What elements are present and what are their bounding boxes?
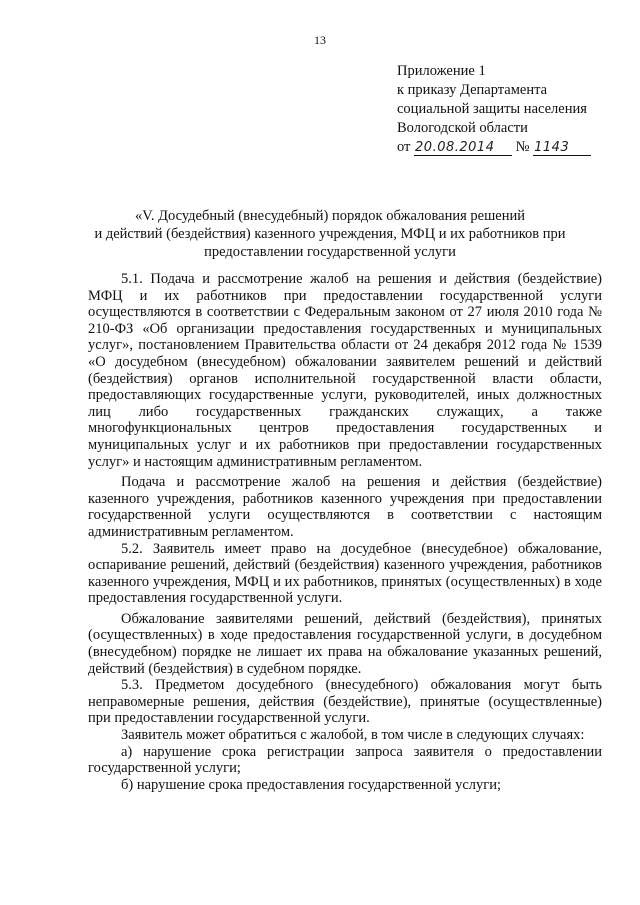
section-title-line-3: предоставлении государственной услуги bbox=[204, 244, 456, 260]
paragraph-5-1: 5.1. Подача и рассмотрение жалоб на решения и действия (бездействие) МФЦ и их работников при предоставлении государственной услуги осуществляются в соответствии с Федеральным законом от 27 июля 2010 года № 210-ФЗ «Об организации предоставления государственных и муниципальных услуг», постановлением Правительства области от 24 декабря 2012 года № 1539 «О досудебном (внесудебном) обжаловании заявителем решений и действий (бездействия) органов исполнительной государственной власти области, предоставляющих государственные услуги, руководителей, иных должностных лиц либо государственных гражданских служащих, а также многофункциональных центров предоставления государственных и муниципальных услуг и их работников при предоставлении государственных услуг» и настоящим административным регламентом. bbox=[88, 271, 602, 470]
section-title-line-2: и действий (бездействия) казенного учреждения, МФЦ и их работников при bbox=[94, 226, 566, 242]
section-title bbox=[70, 207, 590, 261]
appendix-line-3: социальной защиты населения bbox=[397, 101, 587, 117]
page-number: 13 bbox=[314, 33, 326, 47]
section-title-line-1: «V. Досудебный (внесудебный) порядок обжалования решений bbox=[134, 208, 525, 224]
list-item-b: б) нарушение срока предоставления государственной услуги; bbox=[121, 776, 501, 793]
paragraph-5-2: 5.2. Заявитель имеет право на досудебное (внесудебное) обжалование, оспаривание решений, действий (бездействия) казенного учреждения, работников казенного учреждения, МФЦ и их работников, принятых (осуществленных) в ходе предоставления государственной услуги. bbox=[88, 540, 602, 607]
appendix-line-4: Вологодской области bbox=[397, 120, 528, 136]
handwritten-date: 20.08.2014 bbox=[414, 140, 512, 156]
document-body bbox=[88, 271, 602, 793]
paragraph-5-1-continued: Подача и рассмотрение жалоб на решения и действия (бездействие) казенного учреждения, работников казенного учреждения при предоставлении государственной услуги осуществляются в соответствии с настоящим административным регламентом. bbox=[88, 474, 602, 540]
from-label: от bbox=[397, 139, 411, 155]
paragraph-5-2-continued: Обжалование заявителями решений, действий (бездействия), принятых (осуществленных) в ходе предоставления государственной услуги, в досудебном (внесудебном) порядке не лишает их права на обжалование указанных решений, действий (бездействия) в судебном порядке. bbox=[88, 610, 602, 677]
number-label: № bbox=[515, 139, 530, 155]
paragraph-5-3: 5.3. Предметом досудебного (внесудебного) обжалования могут быть неправомерные решения, действия (бездействие), принятые (осуществленные) при предоставлении государственной услуги. bbox=[88, 677, 602, 727]
handwritten-number: 1143 bbox=[533, 140, 591, 156]
paragraph-cases-intro: Заявитель может обратиться с жалобой, в том числе в следующих случаях: bbox=[121, 727, 585, 744]
appendix-date-number-line bbox=[397, 138, 591, 157]
appendix-header bbox=[397, 62, 591, 157]
list-item-a: а) нарушение срока регистрации запроса заявителя о предоставлении государственной услуги; bbox=[88, 743, 602, 777]
appendix-line-1: Приложение 1 bbox=[397, 63, 486, 79]
appendix-line-2: к приказу Департамента bbox=[397, 82, 548, 98]
